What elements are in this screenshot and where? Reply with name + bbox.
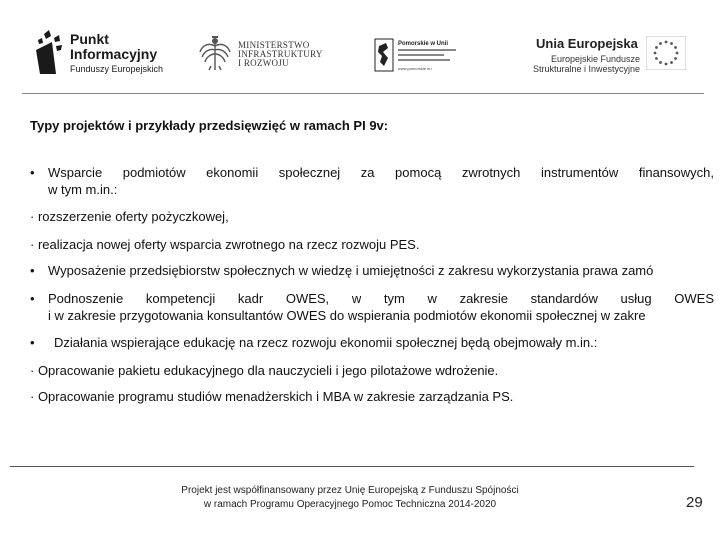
eu-subtitle-line1: Europejskie Fundusze	[550, 54, 640, 64]
eu-star	[665, 63, 668, 66]
bullet-item-4	[30, 334, 597, 351]
text-line	[398, 49, 456, 51]
ministry-name	[238, 41, 323, 68]
bullet-item-3-line1: Podnoszenie kompetencji kadr OWES, w tym w zakresie standardów usług OWES	[48, 291, 714, 306]
text-line	[398, 54, 444, 56]
bullet-icon: •	[30, 165, 35, 180]
bullet-item-1	[30, 164, 714, 198]
slide-heading: Typy projektów i przykłady przedsięwzięć w ramach PI 9v:	[30, 118, 389, 133]
footer-text	[160, 484, 540, 512]
sub-item-3: · Opracowanie pakietu edukacyjnego dla nauczycieli i jego pilotażowe wdrożenie.	[30, 363, 499, 378]
eu-star	[659, 42, 662, 45]
bullet-item-2-text: Wyposażenie przedsiębiorstw społecznych w wiedzę i umiejętności z zakresu wykorzystania prawa zamó	[48, 263, 654, 278]
header-divider	[22, 93, 704, 94]
punkt-informacyjny-logo	[34, 28, 164, 80]
polish-eagle-icon	[198, 36, 232, 72]
bullet-icon: •	[30, 263, 35, 278]
bullet-item-1-line2: w tym m.in.:	[48, 182, 118, 197]
bullet-item-1-line1: Wsparcie podmiotów ekonomii społecznej za pomocą zwrotnych instrumentów finansowych,	[48, 165, 714, 180]
punkt-informacyjny-logo-icon	[34, 30, 64, 76]
punkt-title-line1: Punkt	[70, 31, 109, 47]
footer-divider	[10, 466, 694, 467]
bullet-item-3	[30, 290, 714, 324]
text-line	[398, 59, 450, 61]
eu-star	[670, 42, 673, 45]
eu-title: Unia Europejska	[536, 36, 638, 51]
eu-subtitle	[526, 54, 640, 74]
punkt-subtitle: Funduszy Europejskich	[70, 64, 164, 74]
eu-flag-icon	[646, 36, 686, 70]
pomorskie-griffin-icon	[374, 38, 394, 72]
logo-bar	[0, 0, 720, 100]
pomorskie-logo	[374, 38, 464, 76]
footer-line1: Projekt jest współfinansowany przez Unię Europejską z Funduszu Spójności	[181, 485, 519, 496]
eu-star	[655, 46, 658, 49]
pomorskie-text-lines	[398, 49, 456, 64]
pomorskie-url: www.pomorskie.eu	[398, 66, 432, 71]
eu-subtitle-line2: Strukturalne i Inwestycyjne	[532, 64, 640, 74]
sub-item-4: · Opracowanie programu studiów menadżerskich i MBA w zakresie zarządzania PS.	[30, 389, 514, 404]
ministry-line3: I ROZWOJU	[238, 58, 289, 68]
eu-star	[659, 61, 662, 64]
bullet-item-4-text: Działania wspierające edukację na rzecz rozwoju ekonomii społecznej będą obejmowały m.in.:	[54, 335, 598, 350]
eu-star	[670, 61, 673, 64]
eu-logo	[520, 36, 700, 78]
bullet-item-2	[30, 262, 653, 279]
footer-line2: w ramach Programu Operacyjnego Pomoc Techniczna 2014-2020	[203, 499, 497, 510]
sub-item-1: · rozszerzenie oferty pożyczkowej,	[30, 209, 229, 224]
eu-star	[654, 52, 657, 55]
ministry-line2: INFRASTRUKTURY	[238, 49, 323, 59]
eu-star	[665, 41, 668, 44]
pomorskie-title: Pomorskie w Unii	[398, 41, 449, 47]
bullet-icon: •	[30, 335, 35, 350]
page-number: 29	[686, 494, 703, 511]
eu-star	[674, 57, 677, 60]
bullet-item-3-line2: i w zakresie przygotowania konsultantów OWES do wspierania podmiotów ekonomii społecznej w zakre	[48, 308, 646, 323]
punkt-title-line2: Informacyjny	[70, 46, 158, 62]
eu-star	[655, 57, 658, 60]
eu-star	[676, 52, 679, 55]
ministry-logo	[198, 36, 348, 76]
bullet-icon: •	[30, 291, 35, 306]
sub-item-2: · realizacja nowej oferty wsparcia zwrotnego na rzecz rozwoju PES.	[30, 237, 420, 252]
punkt-title	[70, 32, 157, 62]
eu-star	[674, 46, 677, 49]
ministry-line1: MINISTERSTWO	[238, 40, 310, 50]
